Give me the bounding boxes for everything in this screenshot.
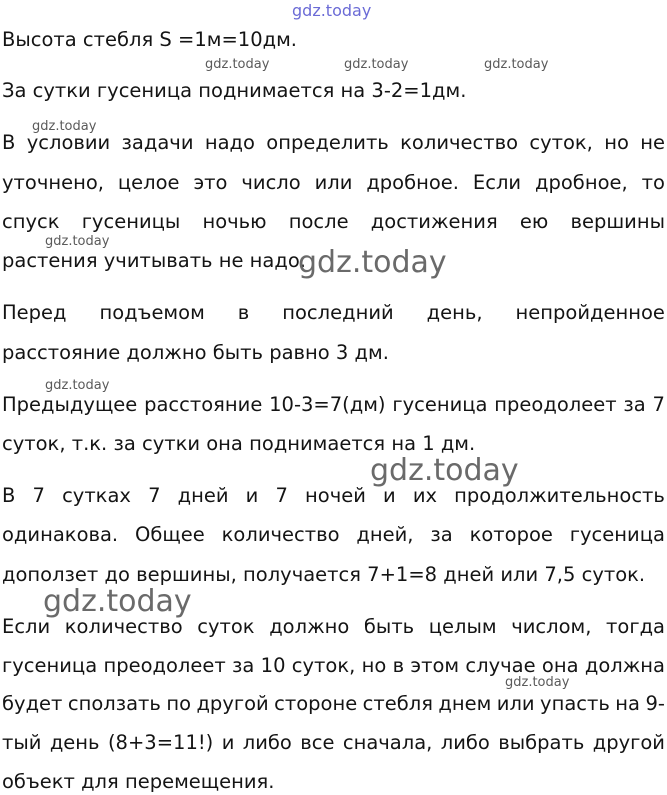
- word: расстояние: [144, 393, 263, 416]
- word: Если: [472, 171, 522, 194]
- word: условии: [26, 131, 111, 154]
- word: В: [2, 484, 16, 507]
- word: 10: [260, 654, 286, 677]
- word: после: [288, 210, 349, 233]
- watermark: gdz.today: [45, 234, 110, 249]
- word: будет: [2, 692, 63, 715]
- word: за: [623, 393, 646, 416]
- word: числом,: [511, 615, 592, 638]
- word: тогда: [606, 615, 665, 638]
- word: спуск: [2, 210, 60, 233]
- word: день: [49, 731, 100, 754]
- word: количество: [64, 615, 183, 638]
- word: этом: [410, 654, 460, 677]
- word: продолжительность: [454, 484, 665, 507]
- word: быть: [363, 615, 415, 638]
- watermark: gdz.today: [45, 378, 110, 393]
- word: дробное.: [366, 171, 460, 194]
- word: целое: [117, 171, 180, 194]
- word: которое: [469, 523, 553, 546]
- word: гусеницы: [81, 210, 181, 233]
- word: гусеница: [2, 654, 98, 677]
- word: их: [412, 484, 438, 507]
- text-line: [2, 171, 665, 195]
- word: доползет до вершины, получается 7+1=8 дней или 7,5 суток.: [2, 563, 646, 586]
- word: выбрать: [498, 731, 585, 754]
- word: целым: [428, 615, 497, 638]
- text-line: [2, 301, 665, 325]
- word: количество: [221, 523, 340, 546]
- word: за: [430, 523, 453, 546]
- watermark: gdz.today: [205, 57, 270, 72]
- word: (8+3=11!): [107, 731, 214, 754]
- word: гусеница: [569, 523, 665, 546]
- word: суток,: [529, 131, 593, 154]
- text-line: [2, 249, 306, 273]
- word: объект для перемещения.: [2, 770, 275, 793]
- word: 7: [32, 484, 45, 507]
- word: должна: [584, 654, 665, 677]
- word: Перед: [2, 301, 67, 324]
- word: В: [2, 131, 16, 154]
- word: 7: [275, 484, 288, 507]
- word: количество: [400, 131, 519, 154]
- text-line: [2, 731, 665, 755]
- word: уточнено,: [2, 171, 104, 194]
- word: гусеница: [392, 393, 488, 416]
- word: суток,: [291, 654, 356, 677]
- word: и: [221, 731, 235, 754]
- word: надо: [204, 131, 255, 154]
- watermark-large: gdz.today: [370, 453, 519, 488]
- text-line: [2, 393, 665, 417]
- watermark-large: gdz.today: [43, 584, 192, 619]
- word: число: [241, 171, 301, 194]
- watermark: gdz.today: [484, 57, 549, 72]
- word: дробное,: [535, 171, 628, 194]
- watermark-large: gdz.today: [298, 245, 447, 280]
- watermark-top: gdz.today: [292, 1, 372, 20]
- word: дней: [177, 484, 229, 507]
- word: 7: [652, 393, 665, 416]
- word: должно: [269, 615, 350, 638]
- word: суток, т.к. за сутки она поднимается на 1 дм.: [2, 432, 476, 455]
- word: ночей: [305, 484, 366, 507]
- word: ночью: [202, 210, 267, 233]
- word: стебля: [362, 692, 433, 715]
- text-line: [2, 28, 297, 52]
- word: растения учитывать не надо.: [2, 249, 306, 272]
- word: за: [232, 654, 255, 677]
- watermark: gdz.today: [344, 57, 409, 72]
- word: это: [193, 171, 228, 194]
- text-line: [2, 210, 665, 234]
- word: в: [392, 654, 405, 677]
- word: суток: [197, 615, 255, 638]
- word: днем: [438, 692, 492, 715]
- word: по: [166, 692, 192, 715]
- word: Предыдущее: [2, 393, 138, 416]
- word: либо: [242, 731, 292, 754]
- word: 10-3=7(дм): [269, 393, 386, 416]
- word: все: [300, 731, 335, 754]
- watermark: gdz.today: [32, 119, 97, 134]
- word: преодолеет: [494, 393, 617, 416]
- word: и: [383, 484, 396, 507]
- text-line: [2, 523, 665, 547]
- word: задачи: [121, 131, 194, 154]
- word: она: [541, 654, 579, 677]
- word: 7: [148, 484, 161, 507]
- word: 9-: [645, 692, 665, 715]
- word: в: [237, 301, 250, 324]
- word: либо: [440, 731, 490, 754]
- word: и: [245, 484, 259, 507]
- word: или: [496, 692, 535, 715]
- watermark: gdz.today: [505, 675, 570, 690]
- word: дней,: [356, 523, 414, 546]
- word: день,: [426, 301, 483, 324]
- word: сползать: [67, 692, 161, 715]
- word: расстояние должно быть равно 3 дм.: [2, 341, 389, 364]
- word: сначала,: [342, 731, 433, 754]
- word: но: [361, 654, 387, 677]
- word: одинакова.: [2, 523, 119, 546]
- word: упасть: [540, 692, 610, 715]
- word: ею: [519, 210, 549, 233]
- word: Если: [2, 615, 51, 638]
- word: на: [615, 692, 640, 715]
- word: достижения: [370, 210, 498, 233]
- word: Общее: [135, 523, 205, 546]
- word: случае: [465, 654, 536, 677]
- word: определить: [266, 131, 389, 154]
- text-line: [2, 692, 665, 716]
- text-line: [2, 131, 665, 155]
- word: вершины: [570, 210, 665, 233]
- word: подъемом: [99, 301, 205, 324]
- text-line: [2, 79, 466, 103]
- word: то: [641, 171, 665, 194]
- word: сутках: [62, 484, 131, 507]
- word: но: [604, 131, 629, 154]
- text-line: [2, 770, 275, 794]
- word: последний: [282, 301, 394, 324]
- text-line: [2, 484, 665, 508]
- word: тый: [2, 731, 42, 754]
- word: За сутки гусеница поднимается на 3-2=1дм.: [2, 79, 467, 102]
- word: Высота стебля S =1м=10дм.: [2, 28, 298, 51]
- word: другой: [196, 692, 269, 715]
- word: стороне: [274, 692, 358, 715]
- word: или: [314, 171, 353, 194]
- text-line: [2, 341, 389, 365]
- word: преодолеет: [103, 654, 226, 677]
- word: другой: [592, 731, 665, 754]
- word: непройденное: [515, 301, 665, 324]
- word: не: [640, 131, 665, 154]
